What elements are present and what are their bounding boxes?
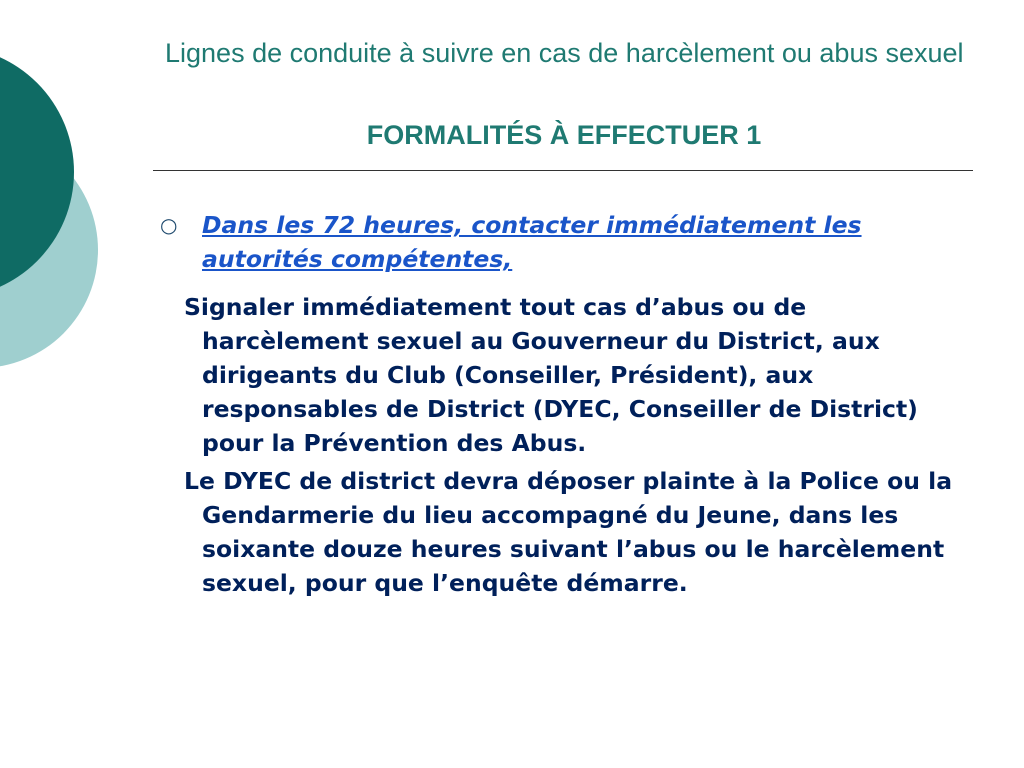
bullet-item xyxy=(160,208,972,276)
paragraph-signaler: Signaler immédiatement tout cas d’abus ou de harcèlement sexuel au Gouverneur du District, aux dirigeants du Club (Conseiller, Président), aux responsables de District (DYEC, Conseiller de District) pour la Prévention des Abus. xyxy=(184,293,918,457)
title-divider xyxy=(153,170,973,171)
paragraph-dyec: Le DYEC de district devra déposer plainte à la Police ou la Gendarmerie du lieu accompagné du Jeune, dans les soixante douze heures suivant l’abus ou le harcèlement sexuel, pour que l’enquête démarre. xyxy=(184,467,953,597)
bullet-circle-icon: ○ xyxy=(160,213,178,237)
slide-subtitle: FORMALITÉS À EFFECTUER 1 xyxy=(366,120,762,150)
slide-body xyxy=(160,208,972,600)
decorative-circles xyxy=(0,0,110,420)
slide-title: Lignes de conduite à suivre en cas de harcèlement ou abus sexuel xyxy=(165,38,964,68)
deadline-link[interactable]: Dans les 72 heures, contacter immédiatement les autorités compétentes, xyxy=(202,211,862,273)
